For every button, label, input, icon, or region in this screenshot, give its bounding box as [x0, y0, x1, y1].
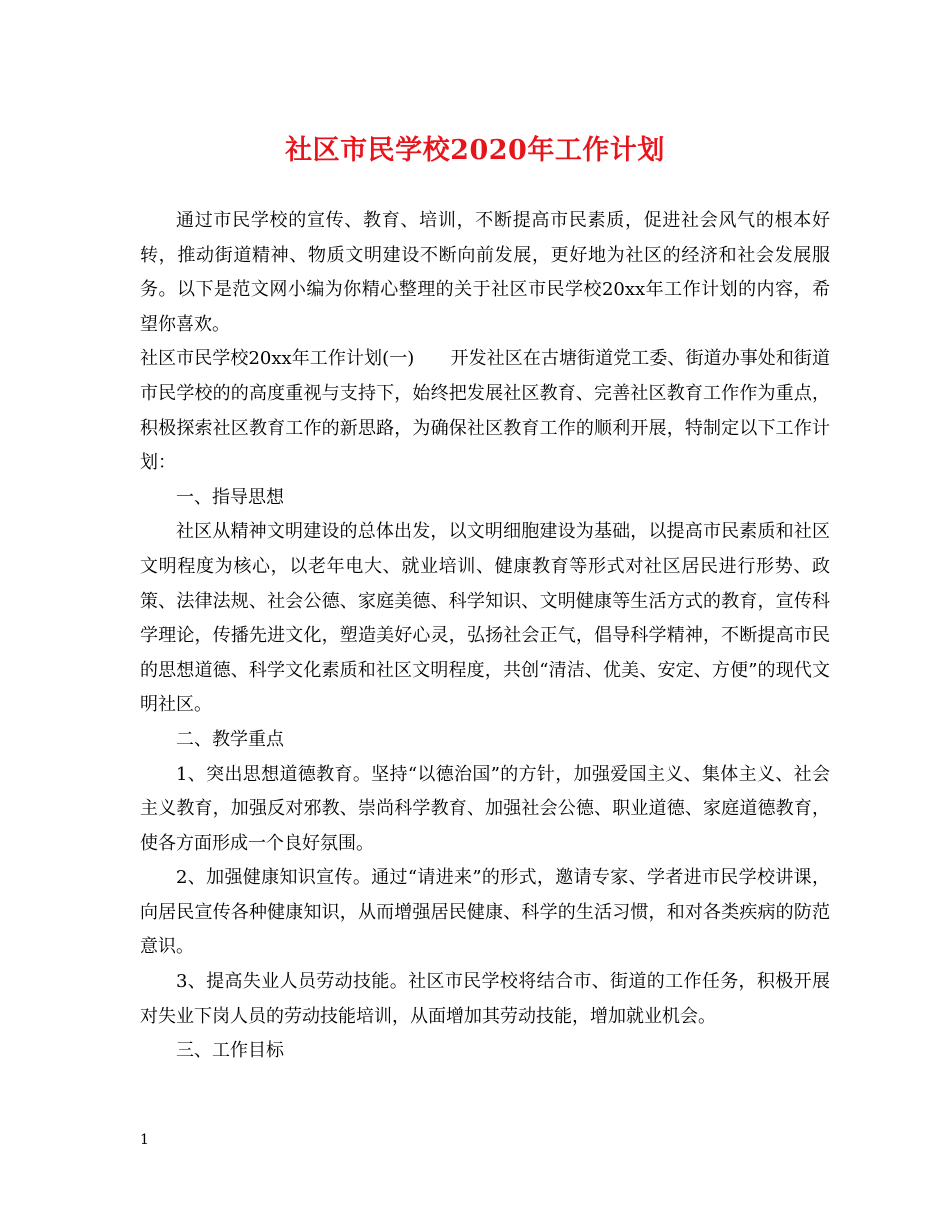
- paragraph: 社区市民学校20xx年工作计划(一) 开发社区在古塘街道党工委、街道办事处和街道市民学校的的高度重视与支持下，始终把发展社区教育、完善社区教育工作作为重点，积极探索社区教育工作的新思路，为确保社区教育工作的顺利开展，特制定以下工作计划：: [140, 348, 830, 474]
- section-heading: 二、教学重点: [176, 728, 284, 750]
- paragraph: 通过市民学校的宣传、教育、培训，不断提高市民素质，促进社会风气的根本好转，推动街道精神、物质文明建设不断向前发展，更好地为社区的经济和社会发展服务。以下是范文网小编为你精心整理的关于社区市民学校20xx年工作计划的内容，希望你喜欢。: [140, 210, 830, 335]
- document-title: 社区市民学校2020年工作计划: [285, 135, 665, 166]
- section-heading: 三、工作目标: [176, 1040, 284, 1062]
- paragraph: 2、加强健康知识宣传。通过“请进来”的形式，邀请专家、学者进市民学校讲课，向居民宣传各种健康知识，从而增强居民健康、科学的生活习惯，和对各类疾病的防范意识。: [140, 867, 830, 958]
- paragraph: 3、提高失业人员劳动技能。社区市民学校将结合市、街道的工作任务，积极开展对失业下岗人员的劳动技能培训，从面增加其劳动技能，增加就业机会。: [140, 971, 830, 1027]
- paragraph: 1、突出思想道德教育。坚持“以德治国”的方针，加强爱国主义、集体主义、社会主义教育，加强反对邪教、崇尚科学教育、加强社会公德、职业道德、家庭道德教育，使各方面形成一个良好氛围。: [140, 763, 830, 854]
- document-body: [140, 204, 830, 1069]
- page-number: 1: [140, 1132, 149, 1148]
- paragraph: 社区从精神文明建设的总体出发，以文明细胞建设为基础，以提高市民素质和社区文明程度为核心，以老年电大、就业培训、健康教育等形式对社区居民进行形势、政策、法律法规、社会公德、家庭美德、科学知识、文明健康等生活方式的教育，宣传科学理论，传播先进文化，塑造美好心灵，弘扬社会正气，倡导科学精神，不断提高市民的思想道德、科学文化素质和社区文明程度，共创“清洁、优美、安定、方便”的现代文明社区。: [140, 521, 830, 716]
- section-heading: 一、指导思想: [176, 486, 284, 508]
